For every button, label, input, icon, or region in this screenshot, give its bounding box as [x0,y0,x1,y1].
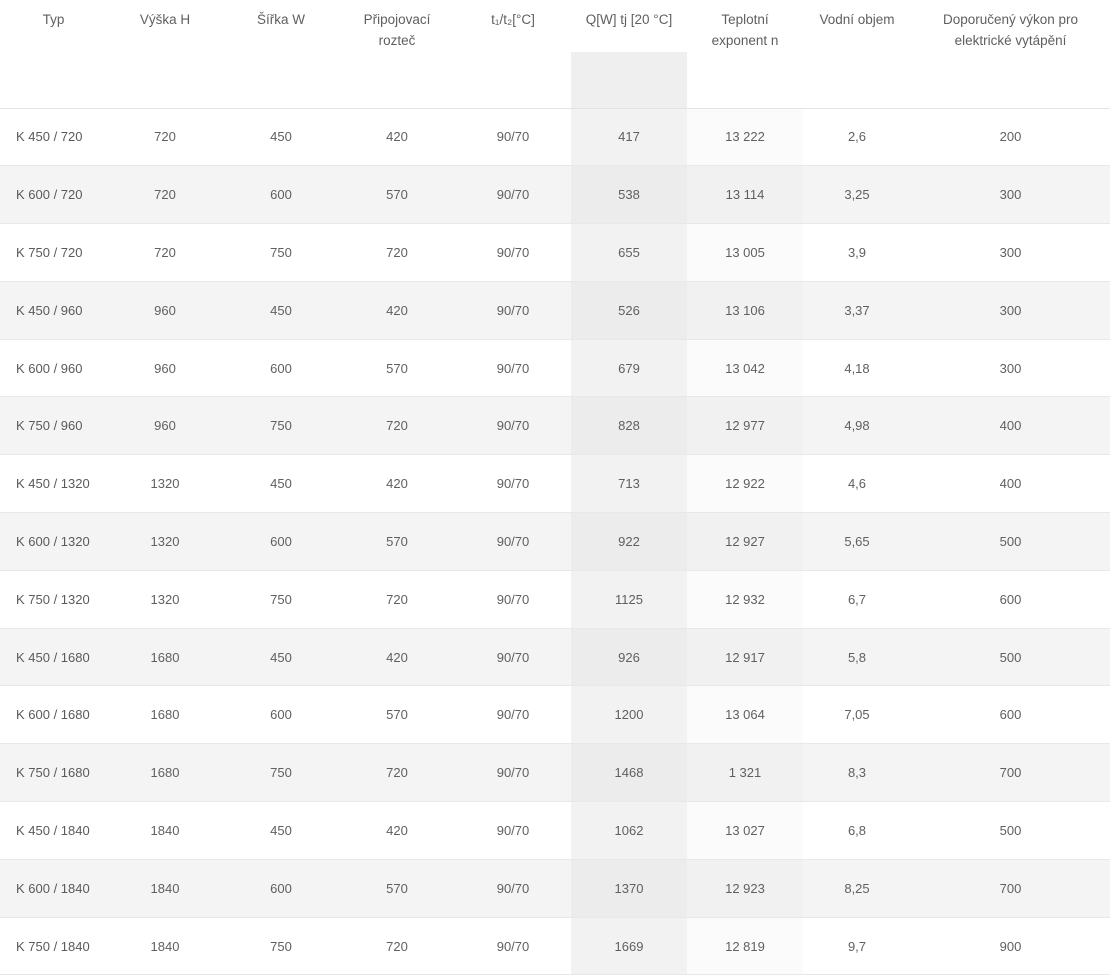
table-cell: 960 [107,339,223,397]
cell-type: K 450 / 960 [0,281,107,339]
table-cell: 570 [339,859,455,917]
table-cell: 700 [911,744,1110,802]
table-cell: 1669 [571,917,687,975]
table-cell: 12 923 [687,859,803,917]
table-cell: 1320 [107,570,223,628]
cell-type: K 600 / 960 [0,339,107,397]
column-header-line: Teplotní [721,12,769,27]
table-cell: 420 [339,802,455,860]
table-cell: 90/70 [455,744,571,802]
table-cell: 720 [107,108,223,166]
column-header-7 [803,0,911,108]
table-cell: 90/70 [455,859,571,917]
table-cell: 3,9 [803,224,911,282]
table-cell: 4,98 [803,397,911,455]
table-cell: 6,7 [803,570,911,628]
table-cell: 90/70 [455,628,571,686]
table-cell: 713 [571,455,687,513]
table-cell: 417 [571,108,687,166]
column-header-2 [223,0,339,108]
table-cell: 655 [571,224,687,282]
table-cell: 1680 [107,628,223,686]
table-cell: 300 [911,339,1110,397]
table-cell: 600 [223,513,339,571]
table-cell: 720 [107,166,223,224]
cell-type: K 600 / 1840 [0,859,107,917]
cell-type: K 750 / 1840 [0,917,107,975]
table-row [0,686,1110,744]
table-cell: 7,05 [803,686,911,744]
table-cell: 90/70 [455,397,571,455]
table-cell: 13 222 [687,108,803,166]
table-row [0,108,1110,166]
table-cell: 750 [223,224,339,282]
table-cell: 12 922 [687,455,803,513]
column-header-line: Typ [42,12,65,27]
table-cell: 13 064 [687,686,803,744]
cell-type: K 450 / 1840 [0,802,107,860]
table-cell: 12 819 [687,917,803,975]
table-row [0,513,1110,571]
table-cell: 420 [339,281,455,339]
column-header-line: Vodní objem [819,12,895,27]
table-cell: 450 [223,455,339,513]
table-cell: 1468 [571,744,687,802]
cell-type: K 600 / 720 [0,166,107,224]
table-header-row [0,0,1110,108]
table-cell: 4,18 [803,339,911,397]
column-header-line: Doporučený výkon pro [942,12,1079,27]
column-header-line: Připojovací [363,12,431,27]
table-row [0,802,1110,860]
table-cell: 90/70 [455,281,571,339]
table-cell: 1320 [107,455,223,513]
table-cell: 90/70 [455,513,571,571]
table-cell: 750 [223,397,339,455]
table-cell: 420 [339,455,455,513]
table-cell: 720 [339,744,455,802]
table-cell: 300 [911,224,1110,282]
cell-type: K 750 / 1320 [0,570,107,628]
cell-type: K 600 / 1680 [0,686,107,744]
table-cell: 4,6 [803,455,911,513]
table-cell: 679 [571,339,687,397]
table-cell: 1062 [571,802,687,860]
table-cell: 570 [339,339,455,397]
table-cell: 750 [223,570,339,628]
table-cell: 300 [911,281,1110,339]
table-row [0,397,1110,455]
table-cell: 300 [911,166,1110,224]
table-row [0,917,1110,975]
table-cell: 90/70 [455,224,571,282]
table-header [0,0,1110,108]
table-cell: 700 [911,859,1110,917]
cell-type: K 450 / 1680 [0,628,107,686]
table-cell: 500 [911,513,1110,571]
table-cell: 720 [339,570,455,628]
table-cell: 450 [223,802,339,860]
cell-type: K 450 / 720 [0,108,107,166]
table-cell: 12 977 [687,397,803,455]
table-cell: 12 917 [687,628,803,686]
column-header-0 [0,0,107,108]
table-cell: 420 [339,628,455,686]
table-cell: 750 [223,744,339,802]
table-cell: 1125 [571,570,687,628]
table-cell: 3,37 [803,281,911,339]
table-cell: 600 [223,166,339,224]
table-cell: 1320 [107,513,223,571]
cell-type: K 750 / 960 [0,397,107,455]
table-body [0,108,1110,975]
table-cell: 960 [107,281,223,339]
column-header-line: t₁/t₂[°C] [491,12,535,27]
table-cell: 3,25 [803,166,911,224]
table-cell: 12 932 [687,570,803,628]
table-cell: 1840 [107,859,223,917]
table-cell: 720 [339,397,455,455]
table-cell: 90/70 [455,802,571,860]
column-header-8 [911,0,1110,108]
column-header-1 [107,0,223,108]
table-cell: 5,65 [803,513,911,571]
table-cell: 960 [107,397,223,455]
table-cell: 450 [223,628,339,686]
table-cell: 720 [339,917,455,975]
cell-type: K 750 / 720 [0,224,107,282]
cell-type: K 600 / 1320 [0,513,107,571]
table-cell: 720 [107,224,223,282]
table-cell: 90/70 [455,455,571,513]
table-cell: 90/70 [455,917,571,975]
table-cell: 526 [571,281,687,339]
table-cell: 450 [223,108,339,166]
table-cell: 12 927 [687,513,803,571]
table-cell: 13 114 [687,166,803,224]
table-cell: 90/70 [455,686,571,744]
table-cell: 90/70 [455,339,571,397]
table-cell: 13 042 [687,339,803,397]
table-row [0,455,1110,513]
column-header-line: Výška H [139,12,191,27]
table-row [0,224,1110,282]
table-cell: 90/70 [455,108,571,166]
table-cell: 926 [571,628,687,686]
table-cell: 420 [339,108,455,166]
table-cell: 1840 [107,802,223,860]
table-cell: 600 [223,859,339,917]
column-header-3 [339,0,455,108]
table-cell: 720 [339,224,455,282]
table-cell: 1680 [107,686,223,744]
table-cell: 570 [339,686,455,744]
table-row [0,570,1110,628]
table-cell: 8,3 [803,744,911,802]
table-cell: 13 005 [687,224,803,282]
table-cell: 90/70 [455,570,571,628]
table-cell: 6,8 [803,802,911,860]
table-cell: 600 [223,686,339,744]
table-cell: 8,25 [803,859,911,917]
table-cell: 570 [339,513,455,571]
table-cell: 828 [571,397,687,455]
column-header-6 [687,0,803,108]
table-cell: 200 [911,108,1110,166]
column-header-line: Šířka W [256,12,305,27]
table-cell: 600 [223,339,339,397]
table-cell: 1 321 [687,744,803,802]
table-row [0,339,1110,397]
table-cell: 2,6 [803,108,911,166]
column-header-5 [571,0,687,108]
table-cell: 400 [911,455,1110,513]
table-row [0,281,1110,339]
table-row [0,744,1110,802]
table-row [0,628,1110,686]
column-header-line: rozteč [378,32,416,48]
column-header-line: Q[W] tj [20 °C] [585,12,673,27]
table-cell: 750 [223,917,339,975]
table-cell: 90/70 [455,166,571,224]
table-cell: 13 106 [687,281,803,339]
table-cell: 9,7 [803,917,911,975]
cell-type: K 750 / 1680 [0,744,107,802]
cell-type: K 450 / 1320 [0,455,107,513]
table-cell: 1840 [107,917,223,975]
table-cell: 1680 [107,744,223,802]
table-cell: 1200 [571,686,687,744]
column-header-4 [455,0,571,108]
table-row [0,166,1110,224]
table-cell: 900 [911,917,1110,975]
table-cell: 13 027 [687,802,803,860]
table-cell: 538 [571,166,687,224]
table-row [0,859,1110,917]
table-cell: 570 [339,166,455,224]
table-cell: 500 [911,802,1110,860]
table-cell: 5,8 [803,628,911,686]
table-cell: 500 [911,628,1110,686]
table-cell: 600 [911,570,1110,628]
table-cell: 450 [223,281,339,339]
table-cell: 1370 [571,859,687,917]
table-cell: 922 [571,513,687,571]
table-cell: 400 [911,397,1110,455]
table-cell: 600 [911,686,1110,744]
column-header-line: elektrické vytápění [954,32,1067,48]
column-header-line: exponent n [711,32,779,48]
